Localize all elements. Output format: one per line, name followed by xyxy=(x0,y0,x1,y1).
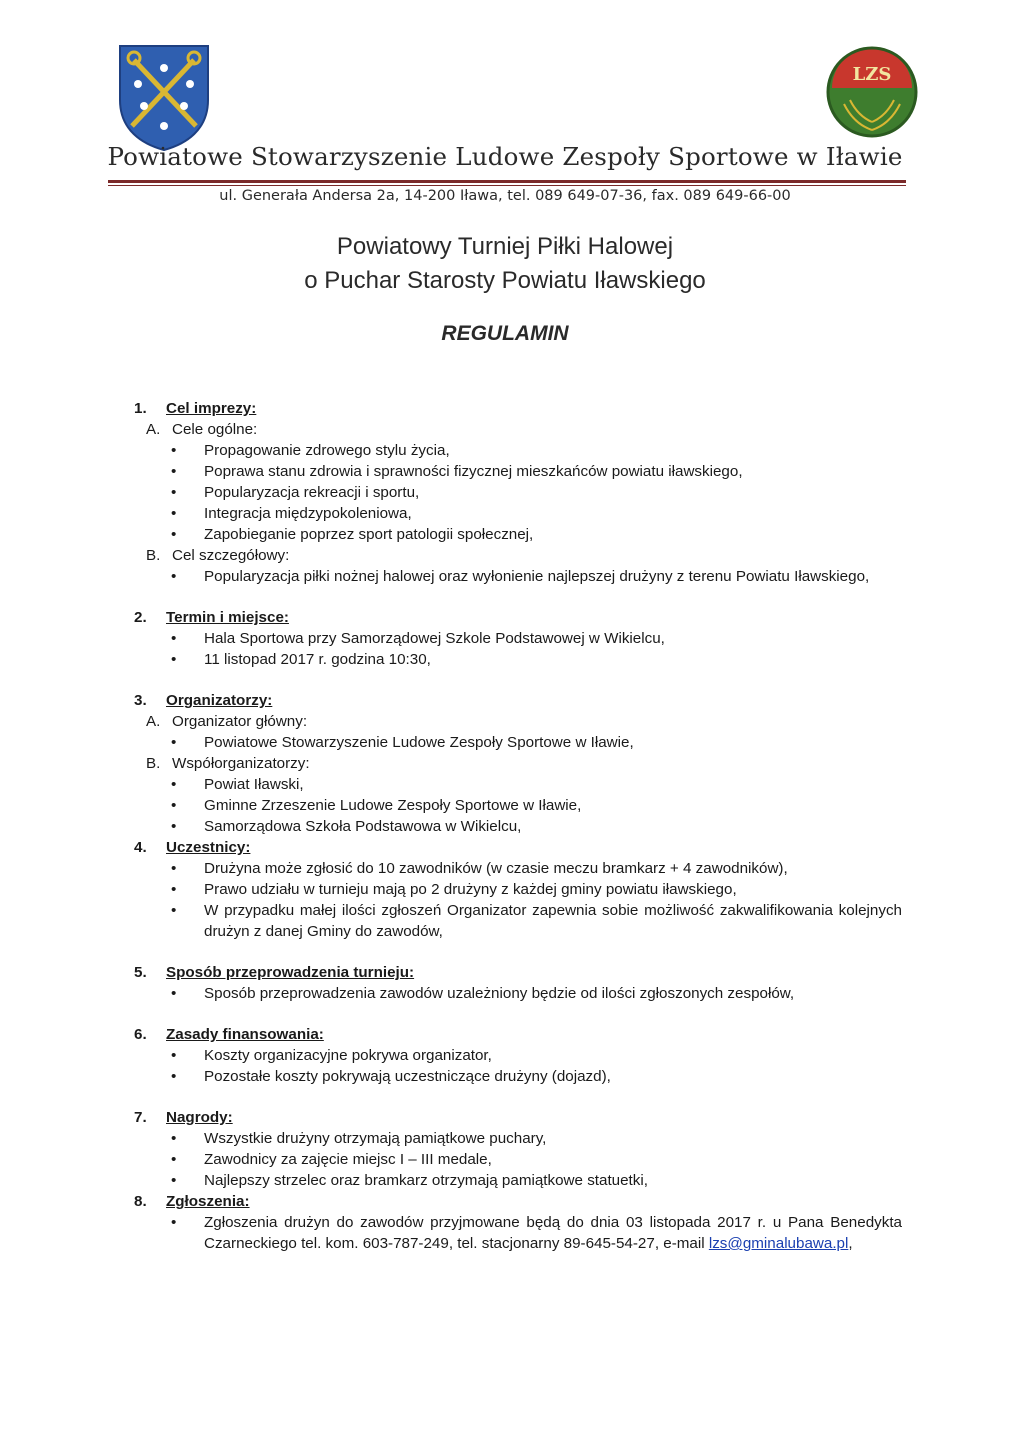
emblem-text: LZS xyxy=(852,64,892,85)
organization-address: ul. Generała Andersa 2a, 14-200 Iława, tel. 089 649-07-36, fax. 089 649-66-00 xyxy=(219,188,791,204)
email-link[interactable]: lzs@gminalubawa.pl xyxy=(708,1235,849,1252)
section-title: Sposób przeprowadzenia turnieju: xyxy=(166,964,415,981)
list-item: • Drużyna może zgłosić do 10 zawodników (w czasie meczu bramkarz + 4 zawodników), xyxy=(171,860,788,877)
section-6 xyxy=(0,1024,1010,1087)
list-item: • Zapobieganie poprzez sport patologii społecznej, xyxy=(171,526,534,543)
list-item: • Popularyzacja piłki nożnej halowej oraz wyłonienie najlepszej drużyny z terenu Powiatu Iławskiego, xyxy=(171,568,870,585)
section-title: Nagrody: xyxy=(166,1109,233,1126)
list-item: • Pozostałe koszty pokrywają uczestniczące drużyny (dojazd), xyxy=(171,1068,611,1085)
regulations-content xyxy=(0,398,1010,1254)
subsection-letter: B. xyxy=(146,755,161,772)
list-item: • W przypadku małej ilości zgłoszeń Organizator zapewnia sobie możliwość zakwalifikowania kolejnych drużyn z danej Gminy do zawodów, xyxy=(171,902,902,940)
section-title: Cel imprezy: xyxy=(166,400,257,417)
section-title: Organizatorzy: xyxy=(166,692,273,709)
list-item: • Koszty organizacyjne pokrywa organizator, xyxy=(171,1047,492,1064)
section-8 xyxy=(0,1191,1010,1254)
list-item: • Zawodnicy za zajęcie miejsc I – III medale, xyxy=(171,1151,492,1168)
subsection-title: Współorganizatorzy: xyxy=(172,755,310,772)
list-item: • Integracja międzypokoleniowa, xyxy=(171,505,412,522)
document-title xyxy=(0,230,1010,298)
title-line-2: o Puchar Starosty Powiatu Iławskiego xyxy=(304,267,706,294)
section-number: 2. xyxy=(134,609,147,626)
lzs-emblem-icon xyxy=(824,44,920,140)
list-item: • Wszystkie drużyny otrzymają pamiątkowe puchary, xyxy=(171,1130,547,1147)
document-subtitle: REGULAMIN xyxy=(441,322,569,345)
list-item: • Poprawa stanu zdrowia i sprawności fizycznej mieszkańców powiatu iławskiego, xyxy=(171,463,743,480)
list-item: • Powiat Iławski, xyxy=(171,776,304,793)
section-number: 5. xyxy=(134,964,147,981)
section-title: Termin i miejsce: xyxy=(166,609,289,626)
list-item: • Hala Sportowa przy Samorządowej Szkole Podstawowej w Wikielcu, xyxy=(171,630,665,647)
subsection-letter: B. xyxy=(146,547,161,564)
section-2 xyxy=(0,607,1010,670)
subsection-letter: A. xyxy=(146,421,161,438)
section-number: 7. xyxy=(134,1109,147,1126)
subsection-title: Cele ogólne: xyxy=(172,421,258,438)
list-item: • Zgłoszenia drużyn do zawodów przyjmowane będą do dnia 03 listopada 2017 r. u Pana Benedykta Czarneckiego tel. kom. 603-787-249, tel. stacjonarny 89-645-54-27, e-mail lzs@gminalubawa.pl, xyxy=(171,1214,902,1252)
subsection-title: Cel szczegółowy: xyxy=(172,547,290,564)
section-number: 3. xyxy=(134,692,147,709)
section-1 xyxy=(0,398,1010,587)
list-item: • Samorządowa Szkoła Podstawowa w Wikielcu, xyxy=(171,818,522,835)
section-number: 1. xyxy=(134,400,147,417)
list-item: • Gminne Zrzeszenie Ludowe Zespoły Sportowe w Iławie, xyxy=(171,797,582,814)
list-item: • Powiatowe Stowarzyszenie Ludowe Zespoły Sportowe w Iławie, xyxy=(171,734,634,751)
list-item: • Prawo udziału w turnieju mają po 2 drużyny z każdej gminy powiatu iławskiego, xyxy=(171,881,737,898)
title-line-1: Powiatowy Turniej Piłki Halowej xyxy=(336,233,674,260)
list-item: • Najlepszy strzelec oraz bramkarz otrzymają pamiątkowe statuetki, xyxy=(171,1172,648,1189)
section-number: 4. xyxy=(134,839,147,856)
section-3 xyxy=(0,690,1010,837)
section-title: Uczestnicy: xyxy=(166,839,251,856)
list-item: • 11 listopad 2017 r. godzina 10:30, xyxy=(171,651,431,668)
organization-name: Powiatowe Stowarzyszenie Ludowe Zespoły Sportowe w Iławie xyxy=(107,142,903,171)
section-4 xyxy=(0,837,1010,942)
section-number: 8. xyxy=(134,1193,147,1210)
header-rule-thin xyxy=(108,185,906,186)
list-item: • Popularyzacja rekreacji i sportu, xyxy=(171,484,420,501)
coat-of-arms-icon xyxy=(116,42,212,152)
section-number: 6. xyxy=(134,1026,147,1043)
section-5 xyxy=(0,962,1010,1004)
subsection-letter: A. xyxy=(146,713,161,730)
subsection-title: Organizator główny: xyxy=(172,713,308,730)
list-item: • Propagowanie zdrowego stylu życia, xyxy=(171,442,450,459)
section-title: Zasady finansowania: xyxy=(166,1026,324,1043)
list-item: • Sposób przeprowadzenia zawodów uzależniony będzie od ilości zgłoszonych zespołów, xyxy=(171,985,795,1002)
header-rule xyxy=(108,180,906,183)
section-7 xyxy=(0,1107,1010,1191)
section-title: Zgłoszenia: xyxy=(166,1193,250,1210)
